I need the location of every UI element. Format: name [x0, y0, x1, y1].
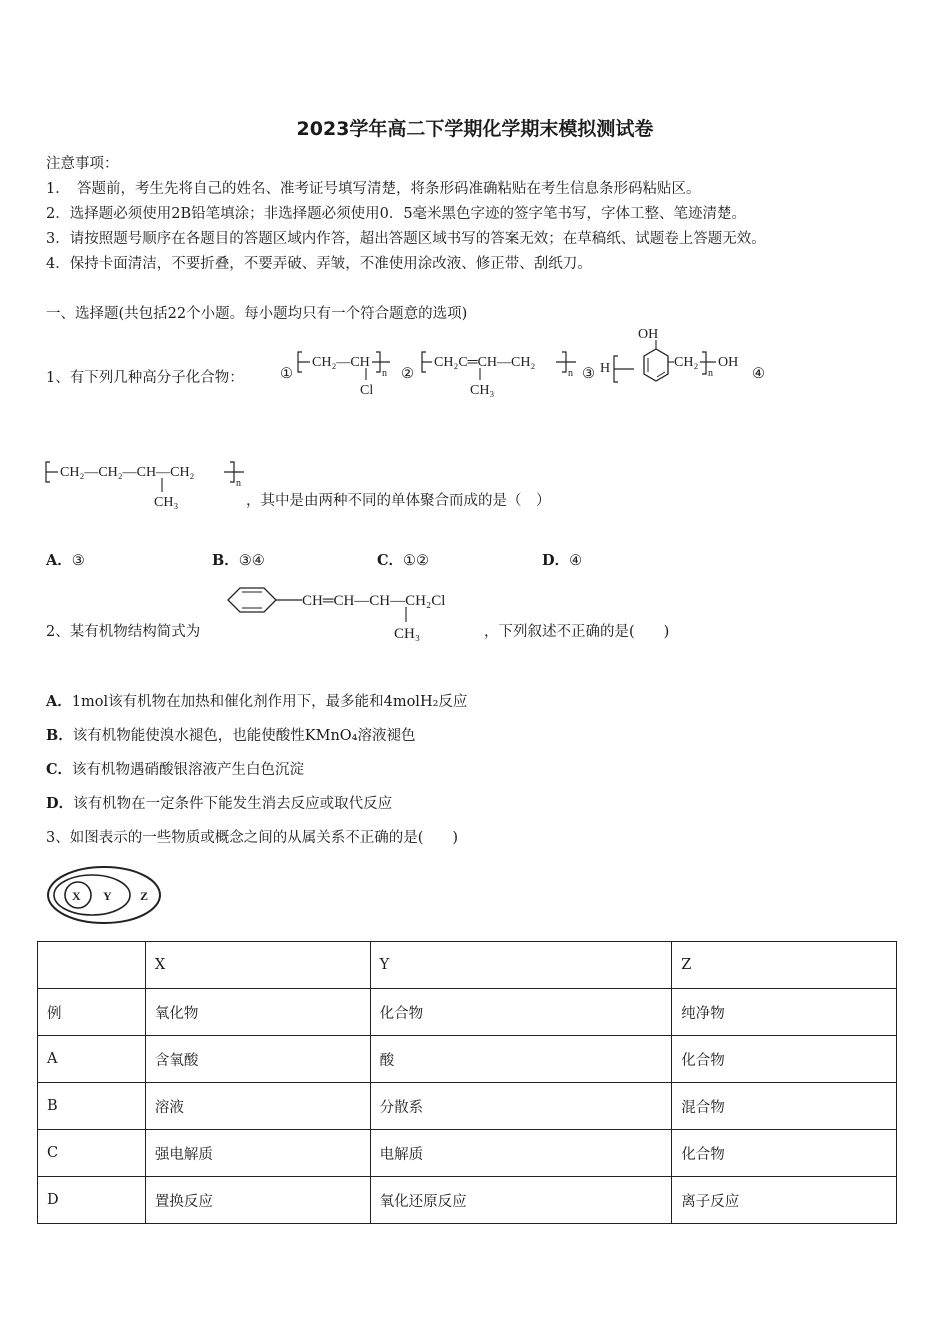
- table-cell: 分散系: [370, 1083, 672, 1130]
- table-cell: 强电解质: [145, 1130, 370, 1177]
- venn-y: Y: [103, 889, 112, 903]
- table-cell: A: [38, 1036, 146, 1083]
- f4-n: n: [236, 478, 241, 489]
- f3-oh-top: OH: [638, 327, 659, 342]
- q2-formula: [224, 580, 490, 650]
- table-cell: 含氧酸: [145, 1036, 370, 1083]
- page-title: 2023学年高二下学期化学期末模拟测试卷: [296, 118, 654, 140]
- q1-formula-4: [44, 456, 250, 518]
- option-text: 该有机物在一定条件下能发生消去反应或取代反应: [73, 796, 393, 812]
- option-text: ④: [569, 553, 583, 569]
- f2-n: n: [568, 368, 573, 379]
- table-cell: 离子反应: [672, 1177, 897, 1224]
- f1-sub: Cl: [360, 383, 374, 398]
- q2-option-c[interactable]: [46, 758, 304, 779]
- q1-formula-1: [296, 346, 404, 402]
- q2-option-d[interactable]: [46, 792, 392, 813]
- option-text: 1mol该有机物在加热和催化剂作用下，最多能和4molH₂反应: [71, 694, 468, 710]
- table-cell: 例: [38, 989, 146, 1036]
- option-text: ③④: [238, 553, 265, 569]
- table-cell: B: [38, 1083, 146, 1130]
- q1-option-a[interactable]: [46, 549, 85, 570]
- section-heading: 一、选择题(共包括22个小题。每小题均只有一个符合题意的选项): [46, 306, 468, 322]
- q1-mark-1: ①: [280, 366, 293, 382]
- q1-option-b[interactable]: [212, 549, 265, 570]
- q1-mark-3: ③: [582, 366, 595, 382]
- table-row: [38, 1177, 897, 1224]
- q1-option-d[interactable]: [542, 549, 582, 570]
- table-cell: D: [38, 1177, 146, 1224]
- table-row: [38, 1083, 897, 1130]
- q2-main: CH═CH—CH—CH₂Cl: [302, 593, 446, 609]
- table-header-row: [38, 942, 897, 989]
- option-text: ①②: [403, 553, 430, 569]
- table-cell: 化合物: [370, 989, 672, 1036]
- f1-n: n: [382, 368, 387, 379]
- f1-main: CH₂—CH: [312, 355, 370, 370]
- f4-main: CH₂—CH₂—CH—CH₂: [60, 465, 195, 480]
- table-cell: C: [38, 1130, 146, 1177]
- option-label: D．: [542, 552, 570, 569]
- table-cell: 化合物: [672, 1036, 897, 1083]
- q2-stem: 2、某有机物结构简式为: [46, 624, 201, 640]
- table-row: [38, 1036, 897, 1083]
- option-label: B．: [46, 727, 73, 744]
- table-cell: 化合物: [672, 1130, 897, 1177]
- table-row: [38, 1130, 897, 1177]
- q2-tail: ，下列叙述不正确的是( ): [484, 624, 670, 640]
- notice-item-2: 2．选择题必须使用2B铅笔填涂；非选择题必须使用0．5毫米黑色字迹的签字笔书写，字体工整、笔迹清楚。: [46, 206, 747, 222]
- q3-table: [37, 941, 897, 1224]
- option-label: A．: [46, 552, 72, 569]
- option-text: 该有机物遇硝酸银溶液产生白色沉淀: [72, 762, 305, 778]
- option-label: C．: [46, 761, 73, 778]
- f3-ch2: CH₂: [674, 355, 699, 370]
- notice-item-1: 1． 答题前，考生先将自己的姓名、准考证号填写清楚，将条形码准确粘贴在考生信息条形码粘贴区。: [46, 181, 701, 197]
- q1-mark-4: ④: [752, 366, 765, 382]
- q1-mark-2: ②: [401, 366, 414, 382]
- q3-stem: 3、如图表示的一些物质或概念之间的从属关系不正确的是( ): [46, 830, 459, 846]
- option-label: D．: [46, 795, 74, 812]
- venn-z: Z: [140, 889, 149, 903]
- table-header-cell: X: [145, 942, 370, 989]
- table-header-cell: Z: [672, 942, 897, 989]
- f4-sub: CH₃: [154, 495, 179, 510]
- notice-item-3: 3．请按照题号顺序在各题目的答题区域内作答，超出答题区域书写的答案无效；在草稿纸、试题卷上答题无效。: [46, 231, 766, 247]
- table-cell: 氧化还原反应: [370, 1177, 672, 1224]
- venn-x: X: [72, 889, 81, 903]
- table-header-cell: [38, 942, 146, 989]
- q1-tail: ，其中是由两种不同的单体聚合而成的是（ ）: [246, 493, 551, 509]
- notice-item-4: 4．保持卡面清洁，不要折叠，不要弄破、弄皱，不准使用涂改液、修正带、刮纸刀。: [46, 256, 592, 272]
- f3-n: n: [708, 368, 713, 379]
- option-text: ③: [71, 553, 85, 569]
- q1-stem: 1、有下列几种高分子化合物：: [46, 370, 244, 386]
- table-cell: 氧化物: [145, 989, 370, 1036]
- table-cell: 纯净物: [672, 989, 897, 1036]
- table-cell: 置换反应: [145, 1177, 370, 1224]
- notice-heading: 注意事项：: [46, 156, 119, 172]
- f3-h: H: [600, 361, 611, 376]
- f2-sub: CH₃: [470, 383, 495, 398]
- f3-oh-end: OH: [718, 355, 739, 370]
- q1-formula-2: [420, 346, 582, 402]
- option-label: C．: [377, 552, 404, 569]
- table-cell: 溶液: [145, 1083, 370, 1130]
- option-label: B．: [212, 552, 239, 569]
- table-row: [38, 989, 897, 1036]
- q1-formula-3: [600, 322, 752, 400]
- q2-sub: CH₃: [394, 626, 421, 642]
- option-label: A．: [46, 693, 72, 710]
- table-cell: 电解质: [370, 1130, 672, 1177]
- f2-main: CH₂C═CH—CH₂: [434, 355, 536, 370]
- q2-option-a[interactable]: [46, 690, 467, 711]
- q3-venn-diagram: [46, 864, 164, 926]
- table-cell: 酸: [370, 1036, 672, 1083]
- q1-option-c[interactable]: [377, 549, 429, 570]
- table-header-cell: Y: [370, 942, 672, 989]
- q2-option-b[interactable]: [46, 724, 415, 745]
- table-cell: 混合物: [672, 1083, 897, 1130]
- option-text: 该有机物能使溴水褪色，也能使酸性KMnO₄溶液褪色: [72, 728, 416, 744]
